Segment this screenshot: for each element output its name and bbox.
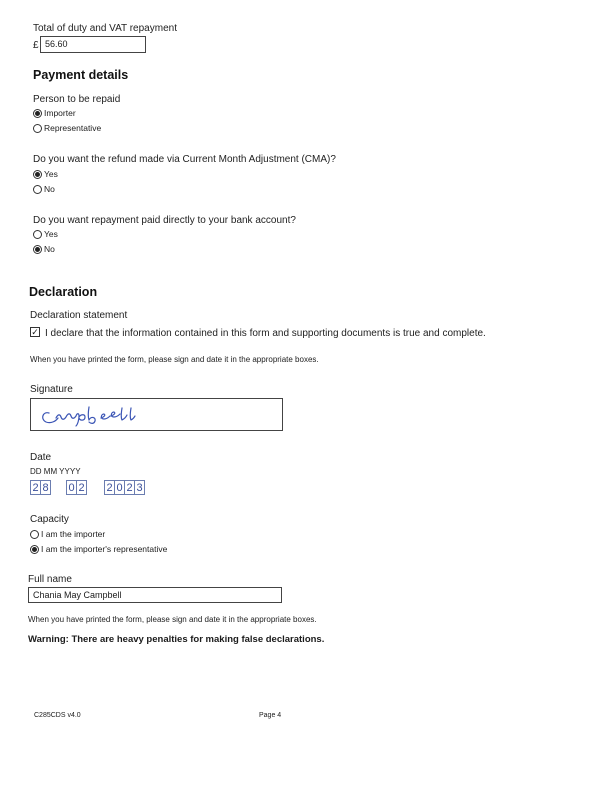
radio-capacity-importer[interactable] [30, 529, 105, 539]
declaration-heading: Declaration [29, 285, 98, 299]
radio-unselected-icon [33, 124, 42, 133]
radio-selected-icon [30, 545, 39, 554]
signature-box[interactable] [30, 398, 283, 431]
date-digit: 2 [104, 480, 115, 495]
date-month[interactable] [66, 480, 86, 495]
form-code: C285CDS v4.0 [34, 712, 81, 719]
print-note: When you have printed the form, please sign and date it in the appropriate boxes. [30, 355, 319, 364]
date-format-hint: DD MM YYYY [30, 467, 81, 476]
radio-cma-yes[interactable] [33, 169, 58, 179]
radio-bank-no[interactable] [33, 244, 55, 254]
radio-bank-no-label: No [44, 244, 55, 254]
signature-scribble [31, 399, 284, 432]
radio-repaid-representative-label: Representative [44, 123, 102, 133]
bank-question: Do you want repayment paid directly to your bank account? [33, 215, 296, 226]
print-note-2: When you have printed the form, please sign and date it in the appropriate boxes. [28, 615, 317, 624]
repayment-amount-field[interactable]: 56.60 [40, 36, 146, 53]
full-name-field[interactable]: Chania May Campbell [28, 587, 282, 603]
warning-text: Warning: There are heavy penalties for making false declarations. [28, 634, 325, 645]
signature-label: Signature [30, 384, 73, 395]
payment-details-heading: Payment details [33, 68, 129, 82]
date-digit: 2 [124, 480, 135, 495]
repayment-label: Total of duty and VAT repayment [33, 23, 177, 34]
radio-bank-yes-label: Yes [44, 229, 58, 239]
date-digit: 0 [66, 480, 77, 495]
date-label: Date [30, 452, 52, 463]
radio-repaid-importer-label: Importer [44, 108, 76, 118]
radio-capacity-representative[interactable] [30, 544, 167, 554]
date-year[interactable] [104, 480, 144, 495]
radio-cma-yes-label: Yes [44, 169, 58, 179]
repaid-question: Person to be repaid [33, 94, 121, 105]
page-number: Page 4 [259, 712, 282, 719]
radio-repaid-representative[interactable] [33, 123, 101, 133]
date-digit: 8 [40, 480, 51, 495]
radio-selected-icon [33, 170, 42, 179]
date-digit: 2 [76, 480, 87, 495]
radio-capacity-representative-label: I am the importer's representative [41, 544, 168, 554]
date-digit: 0 [114, 480, 125, 495]
radio-unselected-icon [30, 530, 39, 539]
full-name-label: Full name [28, 574, 72, 585]
radio-unselected-icon [33, 185, 42, 194]
currency-symbol: £ [33, 40, 39, 51]
radio-capacity-importer-label: I am the importer [41, 529, 106, 539]
declaration-statement-text: I declare that the information contained in this form and supporting documents is true and complete. [45, 328, 486, 339]
radio-cma-no[interactable] [33, 184, 55, 194]
date-digit: 3 [134, 480, 145, 495]
cma-question: Do you want the refund made via Current Month Adjustment (CMA)? [33, 154, 336, 165]
radio-repaid-importer[interactable] [33, 108, 76, 118]
radio-cma-no-label: No [44, 184, 55, 194]
capacity-label: Capacity [30, 514, 69, 525]
date-digit: 2 [30, 480, 41, 495]
date-day[interactable] [30, 480, 50, 495]
radio-unselected-icon [33, 230, 42, 239]
declaration-statement-label: Declaration statement [30, 310, 128, 321]
radio-bank-yes[interactable] [33, 229, 58, 239]
declaration-checkbox[interactable]: ✓ [31, 327, 39, 337]
radio-selected-icon [33, 109, 42, 118]
radio-selected-icon [33, 245, 42, 254]
